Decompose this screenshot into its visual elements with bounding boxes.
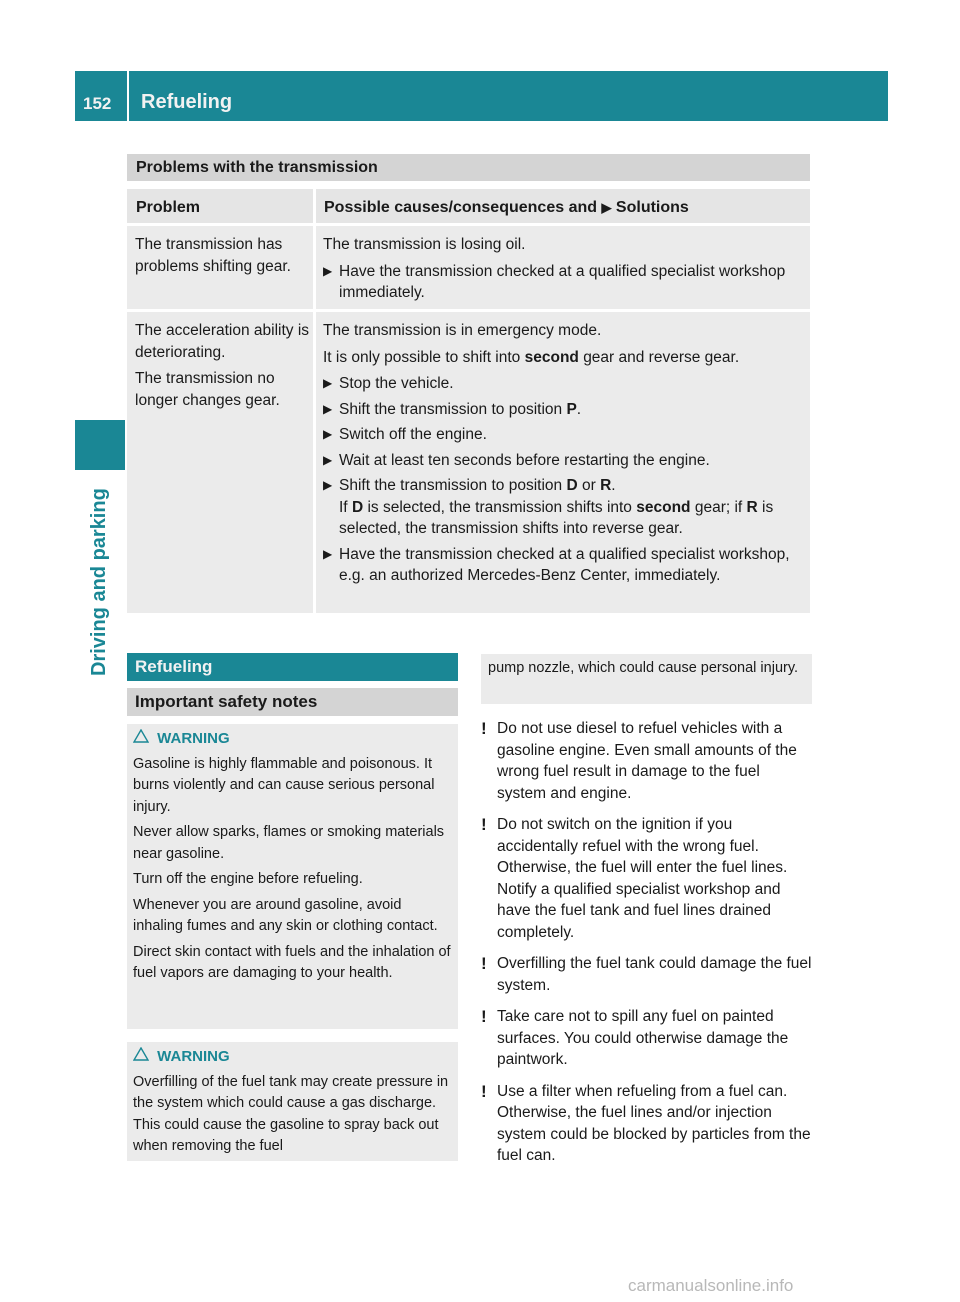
step-text: Have the transmission checked at a qualified specialist workshop immediately. [339, 262, 786, 301]
note-text: Take care not to spill any fuel on painted surfaces. You could otherwise damage the paintwork. [497, 1008, 789, 1068]
exclamation-icon: ! [481, 815, 487, 834]
warning-box [127, 724, 458, 1029]
gear-position: D [351, 498, 364, 516]
step-text: gear; if [694, 498, 743, 516]
warning-paragraph: Gasoline is highly flammable and poisonous. It burns violently and can cause serious personal injury. [133, 755, 435, 815]
exclamation-icon: ! [481, 1007, 487, 1026]
note-text: Use a filter when refueling from a fuel can. Otherwise, the fuel lines and/or injection system could be blocked by particles from the fuel can. [497, 1082, 811, 1164]
gear-position: R [746, 498, 758, 516]
warning-paragraph: Never allow sparks, flames or smoking materials near gasoline. [133, 824, 445, 862]
note-item [481, 1006, 812, 1071]
step-text: Stop the vehicle. [339, 375, 454, 392]
gear-position: D [566, 477, 578, 494]
step-text: is selected, the transmission shifts into reverse gear. [339, 498, 774, 537]
warning-paragraph: Whenever you are around gasoline, avoid inhaling fumes and any skin or clothing contact. [133, 896, 438, 934]
table-row [127, 312, 810, 613]
section-heading [127, 653, 458, 681]
note-item [481, 718, 812, 804]
warning-paragraph: Overfilling of the fuel tank may create pressure in the system which could cause a gas discharge. This could cause the gasoline to spray back out when removing the fuel [133, 1073, 449, 1154]
gear-position: P [566, 400, 577, 418]
exclamation-icon: ! [481, 954, 487, 973]
cause-text [323, 347, 807, 369]
step-text: Shift the transmission to position [339, 400, 563, 418]
chapter-title-vertical: Driving and parking [88, 488, 110, 676]
step-text: or [581, 477, 596, 494]
exclamation-icon: ! [481, 719, 487, 738]
exclamation-icon: ! [481, 1081, 487, 1101]
warning-paragraph: Turn off the engine before refueling. [133, 871, 363, 887]
action-step: ▶ Shift the transmission to position D or R. If D is selected, the transmission shifts into second gear; if R is selected, the transmission shifts into reverse gear. [323, 475, 807, 540]
page-header [75, 71, 888, 121]
watermark: carmanualsonline.info [628, 1276, 794, 1295]
warning-paragraph: pump nozzle, which could cause personal injury. [488, 660, 799, 676]
step-text: If [339, 498, 348, 516]
warning-triangle-icon [133, 728, 153, 750]
table-row [127, 226, 810, 309]
action-step: ▶ Shift the transmission to position P. [323, 399, 807, 421]
step-text: is selected, the transmission shifts into [367, 498, 632, 516]
action-step [323, 450, 807, 472]
warning-triangle-icon [133, 1046, 153, 1068]
cause-bold: second [524, 348, 579, 366]
col-solutions-suffix: Solutions [615, 199, 689, 216]
problem-text: The transmission has problems shifting gear. [135, 236, 291, 275]
sidebar-tab [75, 121, 125, 421]
warning-box [127, 1042, 458, 1161]
warning-continuation [481, 654, 812, 704]
problem-line: The transmission no longer changes gear. [135, 370, 280, 409]
cause-part: It is only possible to shift into [323, 348, 521, 366]
subsection-heading [127, 688, 458, 716]
subsection-heading-text: Important safety notes [135, 692, 318, 711]
action-step [323, 544, 807, 587]
col-solutions-prefix: Possible causes/consequences and [324, 199, 598, 216]
solution-text [323, 320, 807, 591]
section-title: Refueling [141, 91, 233, 113]
page-number: 152 [83, 94, 112, 113]
gear-position: R [600, 477, 612, 494]
warning-label: WARNING [157, 730, 230, 747]
step-text: Have the transmission checked at a qualified specialist workshop, e.g. an authorized Mercedes-Benz Center, immediately. [339, 545, 790, 584]
note-text: Do not switch on the ignition if you accidentally refuel with the wrong fuel. Otherwise, the fuel will enter the fuel lines. Notify a qualified specialist workshop and have the fuel tank and fuel lines drained completely. [497, 816, 788, 941]
note-text: Overfilling the fuel tank could damage the fuel system. [497, 955, 812, 994]
col-solutions [324, 199, 689, 217]
table-header [127, 189, 810, 223]
cause-text: The transmission is losing oil. [323, 236, 526, 253]
cause-part: gear and reverse gear. [583, 348, 740, 366]
problem-text [135, 320, 313, 416]
warning-paragraph: Direct skin contact with fuels and the inhalation of fuel vapors are damaging to your health. [133, 943, 451, 981]
triangle-arrow-icon: ▶ [601, 200, 612, 215]
solution-text [323, 234, 807, 308]
warning-label: WARNING [157, 1048, 230, 1065]
notes-column [481, 718, 812, 1177]
section-heading-text: Refueling [135, 657, 213, 676]
step-text: Switch off the engine. [339, 426, 487, 443]
action-step [323, 261, 807, 304]
warning-title [133, 728, 452, 750]
sidebar-marker [75, 420, 125, 470]
note-item [481, 814, 812, 943]
step-text: Shift the transmission to position [339, 477, 563, 494]
warning-title [133, 1046, 452, 1068]
problem-line: The acceleration ability is deteriorating. [135, 322, 310, 361]
col-problem: Problem [136, 199, 201, 216]
action-step [323, 373, 807, 395]
note-item [481, 1081, 812, 1167]
gear-bold: second [636, 498, 691, 516]
action-step [323, 424, 807, 446]
note-item [481, 953, 812, 996]
table-title: Problems with the transmission [127, 154, 810, 181]
step-text: Wait at least ten seconds before restarting the engine. [339, 451, 710, 469]
note-text: Do not use diesel to refuel vehicles with a gasoline engine. Even small amounts of the wrong fuel result in damage to the fuel system and engine. [497, 720, 797, 802]
cause-text: The transmission is in emergency mode. [323, 322, 602, 339]
header-divider [127, 71, 129, 121]
